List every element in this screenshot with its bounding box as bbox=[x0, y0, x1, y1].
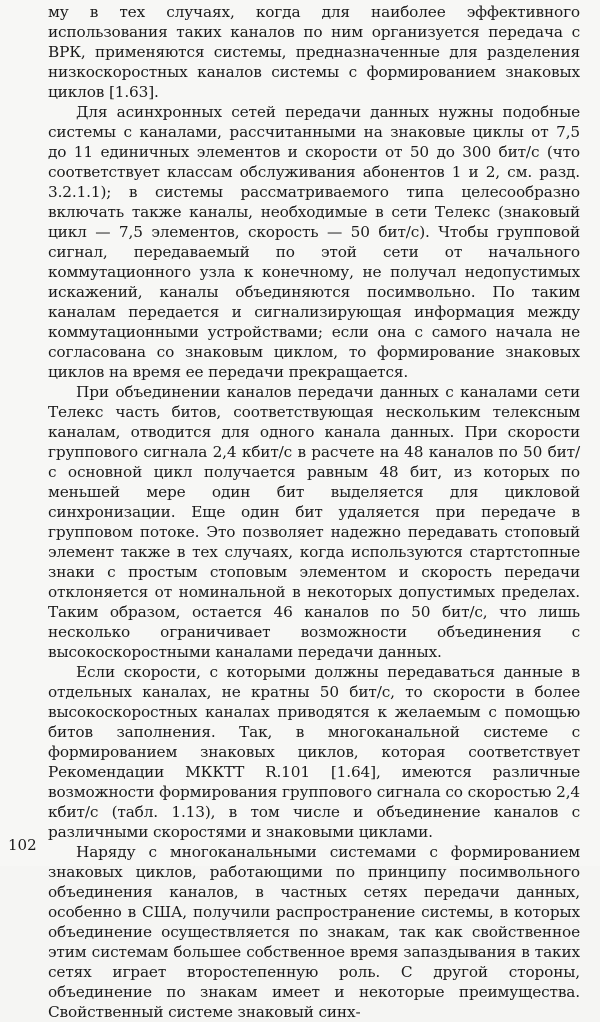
paragraph-async-networks: Для асинхронных сетей передачи данных нужны подобные системы с каналами, рассчитанными на знаковые циклы от 7,5 до 11 единичных элементов и скорости от 50 до 300 бит/с (что соответствует классам обслуживания абонентов 1 и 2, см. разд. 3.2.1.1); в системы рассматриваемого типа целесообразно включать также каналы, необходимые в сети Телекс (знаковый цикл — 7,5 элементов, скорость — 50 бит/с). Чтобы групповой сигнал, передаваемый по этой сети от начального коммутационного узла к конечному, не получал недопустимых искажений, каналы объединяются посимвольно. По таким каналам передается и сигнализирующая информация между коммутационными устройствами; если она с самого начала не согласована со знаковым циклом, то формирование знаковых циклов на время ее передачи прекращается. bbox=[48, 103, 580, 381]
paragraph-character-combining: Наряду с многоканальными системами с формированием знаковых циклов, работающими по принципу посимвольного объединения каналов, в частных сетях передачи данных, особенно в США, получили распространение системы, в которых объединение осуществляется по знакам, так как свойственное этим системам большее собственное время запаздывания в таких сетях играет второстепенную роль. С другой стороны, объединение по знакам имеет и некоторые преимущества. Свойственный системе знаковый синх- bbox=[48, 843, 580, 1021]
paragraph-telex-combining: При объединении каналов передачи данных с каналами сети Телекс часть битов, соответствующая нескольким телексным каналам, отводится для одного канала данных. При скорости группового сигнала 2,4 кбит/с в расчете на 48 каналов по 50 бит/с основной цикл получается равным 48 бит, из которых по меньшей мере один бит выделяется для цикловой синхронизации. Еще один бит удаляется при передаче в групповом потоке. Это позволяет надежно передавать стоповый элемент также в тех случаях, когда используются стартстопные знаки с простым стоповым элементом и скорость передачи отклоняется от номинальной в некоторых допустимых пределах. Таким образом, остается 46 каналов по 50 бит/с, что лишь несколько ограничивает возможности объединения с высокоскоростными каналами передачи данных. bbox=[48, 383, 580, 661]
paragraph-continuation: му в тех случаях, когда для наиболее эффективного использования таких каналов по ним организуется передача с ВРК, применяются системы, предназначенные для разделения низкоскоростных каналов системы с формированием знаковых циклов [1.63]. bbox=[48, 3, 580, 101]
paragraph-fill-bits: Если скорости, с которыми должны передаваться данные в отдельных каналах, не кратны 50 бит/с, то скорости в более высокоскоростных каналах приводятся к желаемым с помощью битов заполнения. Так, в многоканальной системе с формированием знаковых циклов, которая соответствует Рекомендации МККТТ R.101 [1.64], имеются различные возможности формирования группового сигнала со скоростью 2,4 кбит/с (табл. 1.13), в том числе и объединение каналов с различными скоростями и знаковыми циклами. bbox=[48, 663, 580, 841]
body-text bbox=[48, 2, 580, 1022]
page-number: 102 bbox=[8, 836, 37, 854]
